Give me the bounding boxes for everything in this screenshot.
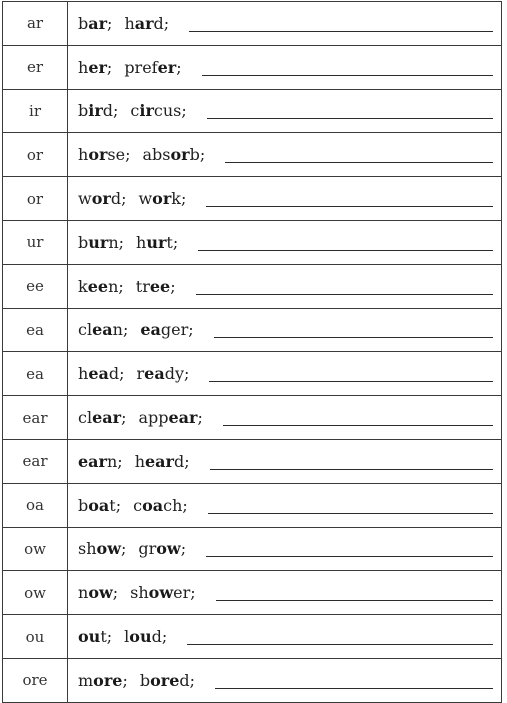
table-row: [3, 177, 502, 221]
letter-pattern: ou: [3, 615, 68, 659]
worksheet: [2, 1, 502, 701]
table-row: [3, 396, 502, 440]
word-part: er: [173, 583, 191, 603]
example-words-cell: [68, 89, 502, 133]
example-words-cell: [68, 2, 502, 46]
word-part: app: [138, 408, 169, 428]
example-words-cell: [68, 571, 502, 615]
example-word: [130, 583, 190, 602]
highlighted-letters: or: [170, 145, 190, 165]
word-separator: ;: [182, 495, 188, 515]
word-part: d: [153, 13, 164, 33]
word-part: h: [124, 13, 135, 33]
table-row: [3, 483, 502, 527]
highlighted-letters: ea: [92, 320, 113, 340]
word-part: b: [189, 145, 200, 165]
word-separator: ;: [188, 320, 194, 340]
word-part: b: [139, 670, 151, 690]
example-words-cell: [68, 352, 502, 396]
word-separator: ;: [121, 189, 127, 209]
table-row: [3, 220, 502, 264]
example-word: [124, 627, 162, 646]
example-words: [78, 14, 495, 33]
word-separator: ;: [181, 101, 187, 121]
highlighted-letters: ir: [139, 101, 154, 121]
example-words-cell: [68, 527, 502, 571]
word-part: w: [78, 189, 92, 209]
highlighted-letters: ore: [150, 670, 180, 690]
phonics-table: [2, 1, 502, 703]
word-separator: ;: [120, 539, 127, 559]
answer-blank-line[interactable]: [207, 102, 493, 119]
word-part: gr: [138, 539, 157, 559]
letter-pattern: or: [3, 177, 68, 221]
answer-blank-line[interactable]: [225, 146, 493, 163]
example-word: [136, 277, 170, 296]
table-row: [3, 439, 502, 483]
word-part: h: [136, 232, 147, 252]
word-part: n: [108, 276, 119, 296]
table-row: [3, 615, 502, 659]
answer-blank-line[interactable]: [215, 672, 493, 689]
example-words: [78, 145, 495, 164]
letter-pattern: ear: [3, 439, 68, 483]
word-part: b: [78, 232, 89, 252]
answer-blank-line[interactable]: [189, 15, 493, 32]
letter-pattern: or: [3, 133, 68, 177]
highlighted-letters: er: [88, 57, 107, 77]
highlighted-letters: ea: [144, 364, 165, 384]
word-separator: ;: [117, 451, 123, 471]
highlighted-letters: ee: [87, 276, 109, 296]
word-separator: ;: [189, 670, 196, 690]
example-word: [124, 58, 176, 77]
word-part: t: [100, 627, 107, 647]
example-words: [78, 277, 495, 296]
example-word: [78, 189, 121, 208]
example-word: [78, 408, 121, 427]
word-separator: ;: [106, 627, 113, 647]
word-part: l: [124, 627, 130, 647]
highlighted-letters: ow: [148, 583, 174, 603]
example-words: [78, 233, 495, 252]
highlighted-letters: or: [88, 145, 108, 165]
letter-pattern: ur: [3, 220, 68, 264]
word-part: cl: [78, 408, 93, 428]
word-separator: ;: [119, 364, 125, 384]
word-part: w: [138, 189, 153, 209]
word-separator: ;: [197, 408, 203, 428]
highlighted-letters: oa: [88, 495, 110, 515]
example-words-cell: [68, 308, 502, 352]
word-separator: ;: [183, 364, 190, 384]
example-words: [78, 408, 495, 427]
highlighted-letters: ow: [96, 539, 121, 559]
word-part: h: [78, 57, 89, 77]
word-separator: ;: [115, 495, 122, 515]
letter-pattern: ea: [3, 308, 68, 352]
word-part: h: [134, 451, 145, 471]
example-words-cell: [68, 45, 502, 89]
highlighted-letters: ow: [156, 539, 181, 559]
example-words: [78, 671, 495, 690]
word-part: d: [151, 627, 162, 647]
word-separator: ;: [190, 583, 196, 603]
example-word: [138, 539, 180, 558]
example-word: [136, 233, 173, 252]
letter-pattern: oa: [3, 483, 68, 527]
word-separator: ;: [122, 320, 129, 340]
word-part: c: [133, 495, 143, 515]
example-word: [78, 233, 119, 252]
word-part: b: [78, 495, 89, 515]
table-row: [3, 45, 502, 89]
letter-pattern: er: [3, 45, 68, 89]
word-part: h: [78, 364, 89, 384]
example-words-cell: [68, 133, 502, 177]
word-separator: ;: [106, 57, 113, 77]
word-part: n: [106, 451, 118, 471]
word-separator: ;: [184, 451, 190, 471]
word-part: c: [130, 101, 140, 121]
word-part: n: [78, 583, 89, 603]
table-row: [3, 89, 502, 133]
table-row: [3, 133, 502, 177]
example-word: [78, 320, 123, 339]
answer-blank-line[interactable]: [208, 497, 493, 514]
word-part: ch: [163, 495, 183, 515]
example-word: [138, 408, 197, 427]
letter-pattern: ir: [3, 89, 68, 133]
example-words: [78, 101, 495, 120]
highlighted-letters: ou: [129, 627, 152, 647]
highlighted-letters: ar: [134, 13, 154, 33]
highlighted-letters: or: [91, 189, 111, 209]
word-separator: ;: [118, 276, 124, 296]
example-word: [133, 496, 182, 515]
word-part: r: [136, 364, 145, 384]
word-part: tr: [135, 276, 150, 296]
word-separator: ;: [180, 189, 187, 209]
example-word: [140, 320, 188, 339]
answer-blank-line[interactable]: [206, 190, 493, 207]
example-word: [135, 452, 185, 471]
example-word: [78, 364, 119, 383]
highlighted-letters: ir: [88, 101, 103, 121]
letter-pattern: ar: [3, 2, 68, 46]
letter-pattern: ow: [3, 527, 68, 571]
example-word: [143, 145, 200, 164]
word-separator: ;: [172, 232, 179, 252]
example-word: [78, 452, 117, 471]
example-words-cell: [68, 264, 502, 308]
highlighted-letters: ou: [78, 627, 101, 647]
example-words: [78, 496, 495, 515]
example-word: [137, 364, 184, 383]
word-separator: ;: [125, 145, 131, 165]
example-words-cell: [68, 220, 502, 264]
word-part: d: [108, 364, 120, 384]
highlighted-letters: ore: [93, 670, 123, 690]
word-separator: ;: [113, 101, 119, 121]
word-part: d: [102, 101, 114, 121]
word-part: cl: [78, 320, 93, 340]
table-row: [3, 658, 502, 702]
example-word: [78, 627, 107, 646]
answer-blank-line[interactable]: [187, 628, 493, 645]
highlighted-letters: or: [152, 189, 172, 209]
word-part: pref: [124, 57, 158, 77]
example-words: [78, 583, 495, 602]
example-words-cell: [68, 483, 502, 527]
word-part: k: [171, 189, 181, 209]
highlighted-letters: er: [157, 57, 177, 77]
table-row: [3, 527, 502, 571]
phonics-table-body: [3, 2, 502, 703]
word-part: se: [107, 145, 126, 165]
word-part: dy: [164, 364, 184, 384]
word-separator: ;: [112, 583, 119, 603]
word-part: d: [179, 670, 190, 690]
answer-blank-line[interactable]: [202, 59, 493, 76]
example-words: [78, 58, 495, 77]
word-part: sh: [130, 583, 149, 603]
word-part: abs: [142, 145, 171, 165]
word-separator: ;: [176, 57, 182, 77]
word-separator: ;: [161, 627, 168, 647]
letter-pattern: ow: [3, 571, 68, 615]
example-word: [140, 671, 190, 690]
example-word: [124, 14, 163, 33]
example-words-cell: [68, 615, 502, 659]
word-part: n: [112, 320, 123, 340]
example-word: [78, 58, 107, 77]
letter-pattern: ear: [3, 396, 68, 440]
word-separator: ;: [122, 670, 128, 690]
answer-blank-line[interactable]: [209, 365, 493, 382]
answer-blank-line[interactable]: [214, 321, 493, 338]
word-separator: ;: [118, 232, 125, 252]
word-part: t: [109, 495, 116, 515]
table-row: [3, 352, 502, 396]
example-words: [78, 189, 495, 208]
letter-pattern: ea: [3, 352, 68, 396]
highlighted-letters: ear: [78, 451, 107, 471]
highlighted-letters: ea: [140, 320, 161, 340]
highlighted-letters: ur: [88, 232, 109, 252]
word-separator: ;: [170, 276, 176, 296]
example-words-cell: [68, 396, 502, 440]
answer-blank-line[interactable]: [198, 234, 493, 251]
example-words: [78, 320, 495, 339]
highlighted-letters: ear: [145, 451, 174, 471]
example-word: [78, 671, 122, 690]
highlighted-letters: ear: [168, 408, 198, 428]
highlighted-letters: ar: [88, 13, 108, 33]
word-part: sh: [78, 539, 97, 559]
example-words-cell: [68, 439, 502, 483]
highlighted-letters: ur: [146, 232, 167, 252]
answer-blank-line[interactable]: [196, 278, 493, 295]
answer-blank-line[interactable]: [223, 409, 493, 426]
table-row: [3, 571, 502, 615]
example-word: [78, 14, 107, 33]
answer-blank-line[interactable]: [216, 584, 493, 601]
example-words: [78, 452, 495, 471]
word-part: d: [110, 189, 122, 209]
example-word: [130, 101, 181, 120]
answer-blank-line[interactable]: [210, 453, 493, 470]
letter-pattern: ore: [3, 658, 68, 702]
highlighted-letters: ee: [149, 276, 171, 296]
example-words-cell: [68, 177, 502, 221]
example-word: [78, 583, 113, 602]
highlighted-letters: ear: [92, 408, 122, 428]
table-row: [3, 2, 502, 46]
word-part: n: [108, 232, 119, 252]
word-part: b: [78, 13, 89, 33]
highlighted-letters: ea: [88, 364, 109, 384]
word-separator: ;: [199, 145, 206, 165]
table-row: [3, 264, 502, 308]
answer-blank-line[interactable]: [206, 540, 493, 557]
example-word: [78, 277, 118, 296]
word-part: ger: [160, 320, 189, 340]
example-words-cell: [68, 658, 502, 702]
word-part: m: [78, 670, 94, 690]
highlighted-letters: ow: [88, 583, 113, 603]
word-part: k: [78, 276, 88, 296]
word-separator: ;: [163, 13, 170, 33]
word-separator: ;: [107, 13, 113, 33]
example-word: [78, 539, 121, 558]
table-row: [3, 308, 502, 352]
example-word: [78, 145, 125, 164]
word-part: d: [173, 451, 185, 471]
word-separator: ;: [121, 408, 127, 428]
word-separator: ;: [180, 539, 187, 559]
word-part: b: [78, 101, 89, 121]
example-word: [138, 189, 181, 208]
word-part: h: [78, 145, 89, 165]
example-words: [78, 627, 495, 646]
example-word: [78, 101, 113, 120]
letter-pattern: ee: [3, 264, 68, 308]
example-words: [78, 539, 495, 558]
word-part: t: [166, 232, 173, 252]
highlighted-letters: oa: [142, 495, 164, 515]
example-words: [78, 364, 495, 383]
example-word: [78, 496, 116, 515]
word-part: cus: [153, 101, 182, 121]
